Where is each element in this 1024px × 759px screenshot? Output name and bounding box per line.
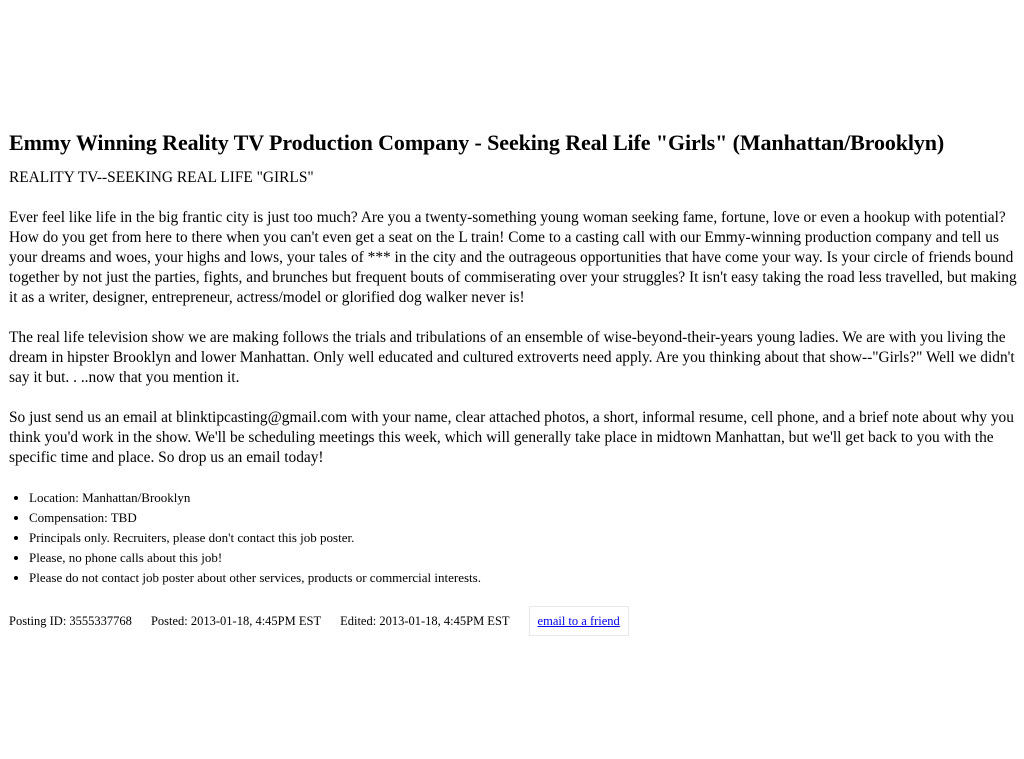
attribute-compensation: • Compensation: TBD bbox=[29, 508, 1021, 528]
attribute-no-solicitation: • Please do not contact job poster about other services, products or commercial interests. bbox=[29, 568, 1021, 588]
posting-id: Posting ID: 3555337768 bbox=[9, 614, 132, 628]
email-to-friend-link[interactable]: email to a friend bbox=[537, 614, 620, 628]
posting-title: Emmy Winning Reality TV Production Company - Seeking Real Life "Girls" (Manhattan/Brooklyn) bbox=[9, 130, 945, 155]
attribute-location: • Location: Manhattan/Brooklyn bbox=[29, 488, 1021, 508]
posting-paragraph-3: So just send us an email at blinktipcasting@gmail.com with your name, clear attached photos, a short, informal resume, cell phone, and a brief note about why you think you'd work in the show. We'll be scheduling meetings this week, which will generally take place in midtown Manhattan, but we'll get back to you with the specific time and place. So drop us an email today! bbox=[9, 409, 1014, 466]
posting-heading-line: REALITY TV--SEEKING REAL LIFE "GIRLS" bbox=[9, 169, 314, 186]
posted-date: Posted: 2013-01-18, 4:45PM EST bbox=[150, 614, 322, 628]
posting-info-bar bbox=[9, 606, 1021, 636]
posting-body bbox=[9, 168, 1021, 468]
email-friend-box bbox=[529, 606, 629, 636]
posting-attributes-list bbox=[9, 488, 1021, 588]
attribute-no-phone-calls: • Please, no phone calls about this job! bbox=[29, 548, 1021, 568]
edited-date: Edited: 2013-01-18, 4:45PM EST bbox=[340, 614, 510, 628]
posting-page bbox=[9, 128, 1021, 636]
attribute-principals-only: • Principals only. Recruiters, please don't contact this job poster. bbox=[29, 528, 1021, 548]
posting-paragraph-2: The real life television show we are making follows the trials and tribulations of an ensemble of wise-beyond-their-years young ladies. We are with you living the dream in hipster Brooklyn and lower Manhattan. Only well educated and cultured extroverts need apply. Are you thinking about that show--"Girls?" Well we didn't say it but. . ..now that you mention it. bbox=[9, 329, 1015, 386]
posting-paragraph-1: Ever feel like life in the big frantic city is just too much? Are you a twenty-something young woman seeking fame, fortune, love or even a hookup with potential? How do you get from here to there when you can't even get a seat on the L train! Come to a casting call with our Emmy-winning production company and tell us your dreams and woes, your highs and lows, your tales of *** in the city and the outrageous opportunities that have come your way. Is your circle of friends bound together by not just the parties, fights, and brunches but frequent bouts of commiserating over your struggles? It isn't easy taking the road less travelled, but making it as a writer, designer, entrepreneur, actress/model or glorified dog walker never is! bbox=[9, 209, 1017, 306]
